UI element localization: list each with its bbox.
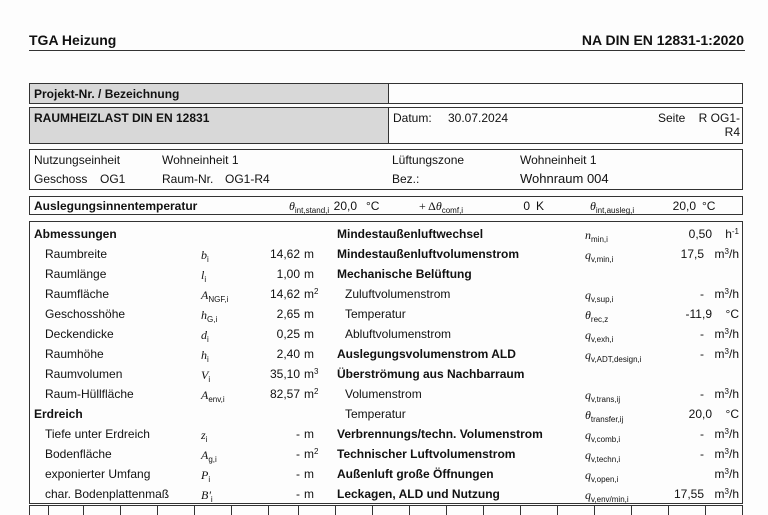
symbol-subscript: i xyxy=(207,255,209,264)
unit-suffix: /h xyxy=(728,427,739,441)
row-unit xyxy=(715,467,739,481)
row-unit xyxy=(715,247,739,261)
row-value: 14,62 xyxy=(269,247,300,261)
row-unit xyxy=(304,247,314,261)
row-value: 14,62 xyxy=(269,287,300,301)
divider xyxy=(388,84,389,103)
unit-suffix: /h xyxy=(728,287,739,301)
unit-base: °C xyxy=(725,307,739,321)
standard-title: NA DIN EN 12831-1:2020 xyxy=(581,32,744,48)
unit-base: m xyxy=(304,487,314,501)
symbol-base: θ xyxy=(585,408,591,422)
row-label: Raumfläche xyxy=(45,287,110,301)
symbol-base: θ xyxy=(435,199,442,213)
dimension-row xyxy=(30,304,335,324)
symbol-base: z xyxy=(201,428,206,442)
column-divider xyxy=(194,506,195,515)
row-label: Abluftvolumenstrom xyxy=(345,327,452,341)
location-box xyxy=(29,149,743,190)
row-label: Raumhöhe xyxy=(45,347,104,361)
row-label: Verbrennungs/techn. Volumenstrom xyxy=(337,427,543,441)
symbol-base: b xyxy=(201,248,207,262)
ventilation-row xyxy=(335,304,742,324)
ventilation-row xyxy=(335,424,742,444)
dimension-row xyxy=(30,364,335,384)
row-value: 35,10 xyxy=(269,367,300,381)
row-unit xyxy=(725,227,739,241)
column-divider xyxy=(520,506,521,515)
symbol-base: h xyxy=(201,308,207,322)
section-heading: Erdreich xyxy=(34,407,83,421)
dimension-row xyxy=(30,244,335,264)
dimension-row xyxy=(30,344,335,364)
symbol-subscript: i xyxy=(207,335,209,344)
row-unit xyxy=(304,387,318,401)
row-unit xyxy=(726,407,739,421)
unit-base: m xyxy=(304,467,314,481)
row-value: 17,5 xyxy=(680,247,704,261)
symbol-base: A xyxy=(201,288,209,302)
unit-suffix: /h xyxy=(728,467,739,481)
symbol-base: l xyxy=(201,268,205,282)
section-heading-row xyxy=(30,224,335,244)
row-value: 2,40 xyxy=(276,347,300,361)
row-unit xyxy=(304,307,314,321)
symbol-base: θ xyxy=(590,199,596,213)
row-value: - xyxy=(700,287,704,301)
symbol-subscript: v,min,i xyxy=(591,255,614,264)
symbol-base: V xyxy=(201,368,209,382)
symbol-subscript: int,stand,i xyxy=(294,206,330,215)
symbol-base: θ xyxy=(289,199,295,213)
ventilation-row xyxy=(335,464,742,484)
row-label: exponierter Umfang xyxy=(45,467,151,481)
symbol-prefix: + Δ xyxy=(419,199,436,213)
raum-nr-value: OG1-R4 xyxy=(225,172,270,186)
row-unit xyxy=(304,447,318,461)
row-label: Technischer Luftvolumenstrom xyxy=(337,447,516,461)
unit-exponent: 3 xyxy=(724,447,729,456)
column-divider xyxy=(705,506,706,515)
column-divider xyxy=(446,506,447,515)
dimension-row xyxy=(30,384,335,404)
symbol-subscript: G,i xyxy=(207,315,218,324)
row-label: Raumbreite xyxy=(45,247,108,261)
row-label: Bodenfläche xyxy=(45,447,112,461)
row-label: Überströmung aus Nachbarraum xyxy=(337,367,525,381)
unit-exponent: 2 xyxy=(314,447,319,456)
row-label: Raumvolumen xyxy=(45,367,123,381)
unit-base: m xyxy=(714,447,725,461)
unit-exponent: 3 xyxy=(314,367,319,376)
dimension-row xyxy=(30,284,335,304)
row-value: 20,0 xyxy=(688,407,712,421)
row-label: Deckendicke xyxy=(45,327,114,341)
row-label: Raum-Hüllfläche xyxy=(45,387,134,401)
unit-exponent: 3 xyxy=(724,247,729,256)
ventilation-row xyxy=(335,284,742,304)
ventilation-row xyxy=(335,384,742,404)
project-box xyxy=(29,83,743,104)
column-divider xyxy=(83,506,84,515)
project-label: Projekt-Nr. / Bezeichnung xyxy=(34,87,180,101)
symbol-base: d xyxy=(201,328,207,342)
unit-base: m xyxy=(714,347,725,361)
unit-exponent: 3 xyxy=(724,467,729,476)
page-label: Seite xyxy=(658,111,686,125)
row-label: char. Bodenplattenmaß xyxy=(45,487,170,501)
symbol-subscript: rec,z xyxy=(590,315,609,324)
symbol-subscript: v,sup,i xyxy=(591,295,614,304)
column-divider xyxy=(631,506,632,515)
symbol-subscript: v,techn,i xyxy=(591,455,621,464)
row-unit xyxy=(304,427,314,441)
unit-base: m xyxy=(714,487,725,501)
unit-exponent: 2 xyxy=(314,287,319,296)
unit-suffix: /h xyxy=(728,347,739,361)
row-unit xyxy=(304,287,318,301)
row-unit xyxy=(304,267,314,281)
ventilation-row xyxy=(335,224,742,244)
row-label: Mindestaußenluftvolumenstrom xyxy=(337,247,520,261)
row-unit xyxy=(715,287,739,301)
theta-int-ausleg-symbol xyxy=(590,199,634,218)
section-heading-row xyxy=(30,404,335,424)
unit-exponent: 2 xyxy=(314,387,319,396)
column-divider xyxy=(483,506,484,515)
symbol-subscript: i xyxy=(207,355,209,364)
row-value: 0,50 xyxy=(688,227,712,241)
row-unit xyxy=(715,487,739,501)
row-label: Geschosshöhe xyxy=(45,307,126,321)
row-unit xyxy=(304,367,318,381)
unit-exponent: 3 xyxy=(724,347,729,356)
unit-base: m xyxy=(714,247,725,261)
column-divider xyxy=(668,506,669,515)
row-label: Volumenstrom xyxy=(345,387,422,401)
unit-base: m xyxy=(304,307,314,321)
row-label: Mindestaußenluftwechsel xyxy=(337,227,484,241)
column-divider xyxy=(335,506,336,515)
symbol-subscript: v,ADT,design,i xyxy=(591,355,642,364)
section-heading: Abmessungen xyxy=(34,227,117,241)
theta-int-ausleg-unit: °C xyxy=(702,199,716,213)
symbol-base: q xyxy=(585,248,591,262)
ventilation-row xyxy=(335,364,742,384)
unit-base: °C xyxy=(725,407,739,421)
row-label: Raumlänge xyxy=(45,267,107,281)
ventilation-row xyxy=(335,324,742,344)
column-divider xyxy=(557,506,558,515)
unit-base: m xyxy=(304,387,314,401)
unit-suffix: /h xyxy=(728,247,739,261)
main-data-box xyxy=(29,221,743,504)
row-value: 82,57 xyxy=(269,387,300,401)
unit-suffix: /h xyxy=(728,387,739,401)
symbol-subscript: i xyxy=(205,435,208,444)
symbol-base: θ xyxy=(585,308,591,322)
row-unit xyxy=(304,487,314,501)
row-label: Außenluft große Öffnungen xyxy=(337,467,494,481)
ventilation-row xyxy=(335,244,742,264)
unit-suffix: /h xyxy=(728,487,739,501)
report-title-cell xyxy=(30,108,388,143)
symbol-base: h xyxy=(201,348,207,362)
symbol-subscript: env,i xyxy=(208,395,225,404)
unit-base: m xyxy=(714,467,725,481)
symbol-base: q xyxy=(585,388,591,402)
ground-row xyxy=(30,464,335,484)
document-title: TGA Heizung xyxy=(29,32,117,48)
symbol-base: A xyxy=(201,388,209,402)
row-value: - xyxy=(700,427,704,441)
ventilation-row xyxy=(335,404,742,424)
ventilation-row xyxy=(335,344,742,364)
symbol-base: q xyxy=(585,448,591,462)
bez-value: Wohnraum 004 xyxy=(520,171,609,186)
row-value: -11,9 xyxy=(685,307,712,321)
column-divider xyxy=(268,506,269,515)
row-label: Temperatur xyxy=(345,407,406,421)
symbol-subscript: v,env/min,i xyxy=(591,495,629,504)
report-title: RAUMHEIZLAST DIN EN 12831 xyxy=(34,111,210,125)
unit-exponent: 3 xyxy=(724,327,729,336)
symbol-subscript: i xyxy=(210,495,213,504)
nutzungseinheit-label: Nutzungseinheit xyxy=(34,153,121,167)
row-unit xyxy=(715,387,739,401)
page-value-line1: R OG1- xyxy=(698,111,740,125)
theta-int-ausleg-value: 20,0 xyxy=(672,199,696,213)
row-unit xyxy=(726,307,739,321)
ventilation-column xyxy=(335,222,742,503)
symbol-subscript: NGF,i xyxy=(208,295,229,304)
header-rule xyxy=(29,50,745,51)
unit-base: m xyxy=(714,287,725,301)
geschoss-value: OG1 xyxy=(100,172,126,186)
row-value: - xyxy=(700,347,704,361)
symbol-base: P xyxy=(201,468,209,482)
row-label: Temperatur xyxy=(345,307,406,321)
ventilation-row xyxy=(335,264,742,284)
geschoss-label: Geschoss xyxy=(34,172,88,186)
symbol-subscript: v,comb,i xyxy=(591,435,621,444)
row-unit xyxy=(715,327,739,341)
symbol-subscript: i xyxy=(204,275,207,284)
row-value: - xyxy=(296,427,300,441)
symbol-subscript: comf,i xyxy=(441,206,464,215)
unit-base: m xyxy=(304,367,314,381)
symbol-subscript: int,ausleg,i xyxy=(595,206,635,215)
unit-base: m xyxy=(304,327,314,341)
lueftungszone-label: Lüftungszone xyxy=(392,153,465,167)
symbol-base: q xyxy=(585,488,591,502)
date-value: 30.07.2024 xyxy=(448,111,509,125)
row-value: - xyxy=(700,447,704,461)
symbol-subscript: i xyxy=(208,475,211,484)
row-value: 1,00 xyxy=(276,267,300,281)
next-table-header xyxy=(29,505,743,515)
column-divider xyxy=(409,506,410,515)
unit-base: m xyxy=(714,387,725,401)
symbol-subscript: v,open,i xyxy=(591,475,619,484)
ventilation-row xyxy=(335,484,742,504)
unit-base: m xyxy=(714,327,725,341)
row-value: - xyxy=(700,327,704,341)
unit-exponent: 3 xyxy=(724,427,729,436)
unit-base: h xyxy=(725,227,732,241)
row-label: Auslegungsvolumenstrom ALD xyxy=(337,347,516,361)
unit-base: m xyxy=(304,247,314,261)
symbol-subscript: min,i xyxy=(591,235,608,244)
symbol-base: q xyxy=(585,288,591,302)
symbol-base: q xyxy=(585,428,591,442)
bez-label: Bez.: xyxy=(392,172,420,186)
ground-row xyxy=(30,484,335,504)
symbol-subscript: v,trans,ij xyxy=(591,395,621,404)
unit-base: m xyxy=(304,447,314,461)
unit-exponent: 3 xyxy=(724,487,729,496)
dimension-row xyxy=(30,264,335,284)
date-label: Datum: xyxy=(393,111,432,125)
lueftungszone-value: Wohneinheit 1 xyxy=(520,153,597,167)
row-unit xyxy=(715,427,739,441)
ground-row xyxy=(30,444,335,464)
nutzungseinheit-value: Wohneinheit 1 xyxy=(162,153,239,167)
project-label-cell xyxy=(30,84,388,103)
raum-nr-label: Raum-Nr. xyxy=(162,172,214,186)
row-value: 0,25 xyxy=(276,327,300,341)
row-unit xyxy=(304,327,314,341)
unit-exponent: 3 xyxy=(724,387,729,396)
column-divider xyxy=(120,506,121,515)
unit-base: m xyxy=(304,427,314,441)
unit-base: m xyxy=(304,287,314,301)
row-value: 2,65 xyxy=(276,307,300,321)
theta-int-stand-symbol xyxy=(289,199,329,218)
design-temperature-label: Auslegungsinnentemperatur xyxy=(34,199,198,213)
row-label: Tiefe unter Erdreich xyxy=(45,427,150,441)
unit-exponent: 3 xyxy=(724,287,729,296)
row-unit xyxy=(304,467,314,481)
unit-base: m xyxy=(304,347,314,361)
row-value: 17,55 xyxy=(673,487,704,501)
delta-theta-comf-value: 0 xyxy=(523,199,530,213)
row-label: Zuluftvolumenstrom xyxy=(345,287,451,301)
design-temperature-box xyxy=(29,196,743,215)
dimensions-column xyxy=(30,222,335,503)
symbol-base: q xyxy=(585,328,591,342)
column-divider xyxy=(298,506,299,515)
symbol-subscript: v,exh,i xyxy=(591,335,614,344)
symbol-base: A xyxy=(201,448,209,462)
symbol-subscript: i xyxy=(208,375,211,384)
theta-int-stand-unit: °C xyxy=(366,199,380,213)
page-value-line2: R4 xyxy=(724,125,740,139)
ground-row xyxy=(30,424,335,444)
unit-suffix: /h xyxy=(728,327,739,341)
dimension-row xyxy=(30,324,335,344)
row-label: Leckagen, ALD und Nutzung xyxy=(337,487,500,501)
symbol-subscript: g,i xyxy=(208,455,217,464)
row-unit xyxy=(715,447,739,461)
row-value: - xyxy=(296,447,300,461)
ventilation-row xyxy=(335,444,742,464)
divider xyxy=(388,108,389,143)
symbol-subscript: transfer,ij xyxy=(590,415,624,424)
row-value: - xyxy=(296,467,300,481)
unit-base: m xyxy=(714,427,725,441)
delta-theta-comf-unit: K xyxy=(536,199,545,213)
unit-base: m xyxy=(304,267,314,281)
report-box xyxy=(29,107,743,144)
symbol-base: B' xyxy=(201,488,211,502)
symbol-base: q xyxy=(585,348,591,362)
theta-int-stand-value: 20,0 xyxy=(333,199,357,213)
row-unit xyxy=(304,347,314,361)
row-label: Mechanische Belüftung xyxy=(337,267,472,281)
symbol-base: q xyxy=(585,468,591,482)
column-divider xyxy=(231,506,232,515)
unit-exponent: -1 xyxy=(731,227,739,236)
row-value: - xyxy=(700,387,704,401)
row-unit xyxy=(715,347,739,361)
delta-theta-comf-symbol xyxy=(419,199,463,218)
column-divider xyxy=(48,506,49,515)
unit-suffix: /h xyxy=(728,447,739,461)
row-value: - xyxy=(296,487,300,501)
column-divider xyxy=(594,506,595,515)
symbol-base: n xyxy=(585,228,591,242)
column-divider xyxy=(157,506,158,515)
column-divider xyxy=(372,506,373,515)
